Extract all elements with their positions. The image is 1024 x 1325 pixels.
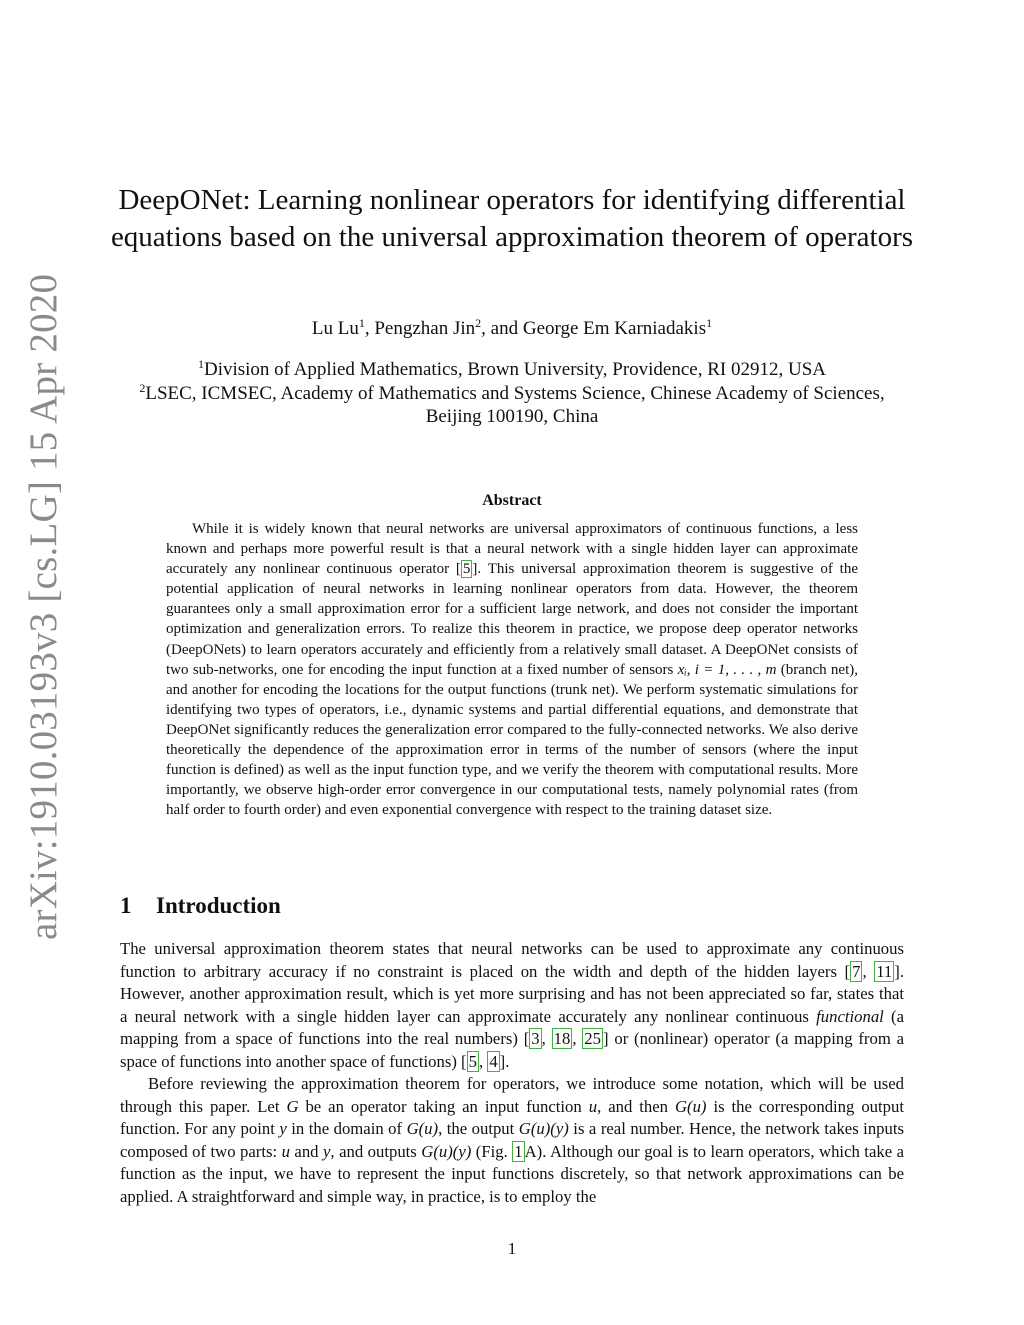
paragraph-text: is a real number. Hence, the network takes inputs composed of two parts: [120, 1119, 904, 1161]
paragraph-text: , and then [597, 1096, 675, 1116]
author-name: Pengzhan Jin [374, 318, 476, 339]
paragraph-text: and [289, 1141, 323, 1161]
paper-title: DeepONet: Learning nonlinear operators for identifying differential equations based on the universal approximation theorem of operators [110, 184, 914, 253]
math-expression: G(u) [406, 1119, 439, 1138]
abstract-text: ]. This universal approximation theorem is suggestive of the potential application of neural networks in learning nonlinear operators from data. However, the theorem guarantees only a small approximation error for a sufficient large network, and does not consider the important optimization and generalization errors. To realize this theorem in practice, we propose deep operator networks (DeepONets) to learn operators accurately and efficiently from a relatively small dataset. A DeepONet consists of two sub-networks, one for encoding the input function at a fixed number of sensors [166, 561, 858, 678]
author-affiliation-mark: 2 [475, 316, 482, 330]
introduction-body [120, 938, 904, 1208]
citation-link[interactable]: 25 [584, 1029, 601, 1048]
arxiv-identifier-stamp: arXiv:1910.03193v3 [cs.LG] 15 Apr 2020 [22, 273, 65, 940]
author-list [110, 316, 914, 342]
math-expression: u [588, 1096, 598, 1116]
math-expression: G(u)(y) [421, 1141, 472, 1161]
affiliation [110, 382, 914, 429]
paragraph-text: ]. [499, 1051, 510, 1071]
citation-separator: , [572, 1029, 583, 1048]
paragraph [120, 938, 904, 1073]
citation-link[interactable]: 3 [531, 1029, 540, 1048]
page-number: 1 [507, 1239, 517, 1258]
affiliation-list [110, 358, 914, 429]
math-expression: G [286, 1096, 299, 1116]
abstract-body [166, 519, 858, 820]
figure-link[interactable]: 1 [514, 1141, 523, 1161]
math-expression: y [323, 1141, 331, 1161]
paragraph-text: ] or (nonlinear) operator (a mapping from a space of functions into another space of functions) [ [120, 1029, 905, 1071]
math-expression: u [281, 1141, 290, 1161]
citation-link[interactable]: 18 [553, 1029, 571, 1048]
paragraph-text: , the output [438, 1119, 519, 1138]
author-name: George Em Karniadakis [522, 318, 707, 339]
paragraph-text: (Fig. [471, 1141, 513, 1161]
paragraph-text: in the domain of [286, 1119, 407, 1138]
paragraph [120, 1073, 904, 1208]
math-expression: G(u) [674, 1096, 707, 1116]
math-expression: xᵢ, i = 1, . . . , m [677, 661, 777, 678]
citation-link[interactable]: 11 [876, 961, 893, 981]
paragraph-text: The universal approximation theorem states that neural networks can be used to approximate any continuous function to arbitrary accuracy if no constraint is placed on the width and depth of the hidden layers [ [120, 939, 904, 981]
paragraph-text: be an operator taking an input function [298, 1096, 589, 1116]
section-number: 1 [120, 893, 132, 918]
citation-link[interactable]: 5 [468, 1051, 477, 1071]
paragraph-text: ]. However, another approximation result, which is yet more surprising and has not been appreciated so far, states that a neural network with a single hidden layer can approximate accurately any nonlinear continuous [120, 961, 904, 1026]
citation-separator: , [478, 1051, 488, 1071]
affiliation-text: Division of Applied Mathematics, Brown University, Providence, RI 02912, USA [203, 359, 826, 380]
affiliation-mark: 2 [139, 380, 146, 395]
paragraph-text: (a mapping from a space of functions into the real numbers) [ [120, 1006, 905, 1048]
paragraph-text: , and outputs [330, 1141, 422, 1161]
section-heading [120, 891, 281, 921]
affiliation-mark: 1 [197, 357, 204, 371]
math-expression: y [279, 1119, 287, 1138]
citation-link[interactable]: 7 [852, 961, 861, 981]
affiliation-text: LSEC, ICMSEC, Academy of Mathematics and Systems Science, Chinese Academy of Sciences, Beijing 100190, China [145, 382, 885, 427]
citation-link[interactable]: 4 [489, 1051, 498, 1071]
emphasized-term: functional [816, 1006, 884, 1026]
abstract-text: (branch net), and another for encoding the locations for the output functions (trunk net). We perform systematic simulations for identifying two types of operators, i.e., dynamic systems and partial differential equations, and demonstrate that DeepONet significantly reduces the generalization error compared to the fully-connected networks. We also derive theoretically the dependence of the approximation error in terms of the number of sensors (where the input function is defined) as well as the input function type, and we verify the theorem with computational results. More importantly, we observe high-order error convergence in our computational tests, namely polynomial rates (from half order to fourth order) and even exponential convergence with respect to the training dataset size. [166, 661, 858, 819]
paragraph-text: is the corresponding output function. For any point [120, 1096, 904, 1138]
citation-separator: , [862, 961, 875, 981]
citation-link[interactable]: 5 [462, 561, 471, 578]
paragraph-text: Before reviewing the approximation theorem for operators, we introduce some notation, which will be used through this paper. Let [120, 1074, 904, 1116]
author-name: Lu Lu [311, 318, 359, 339]
math-expression: G(u)(y) [518, 1119, 569, 1138]
citation-separator: , [541, 1029, 552, 1048]
abstract-heading: Abstract [482, 492, 542, 509]
author-separator: , and [481, 318, 523, 339]
author-separator: , [364, 318, 375, 339]
abstract-text: While it is widely known that neural networks are universal approximators of continuous functions, a less known and perhaps more powerful result is that a neural network with a single hidden layer can approximate accurately any nonlinear continuous operator [ [166, 521, 858, 578]
paragraph-text: A). Although our goal is to learn operators, which take a function as the input, we have to represent the input functions discretely, so that network approximations can be applied. A straightforward and simple way, in practice, is to employ the [120, 1141, 904, 1206]
affiliation [110, 358, 914, 382]
author-affiliation-mark: 1 [358, 316, 365, 330]
author-affiliation-mark: 1 [706, 316, 713, 330]
section-title: Introduction [156, 893, 281, 918]
